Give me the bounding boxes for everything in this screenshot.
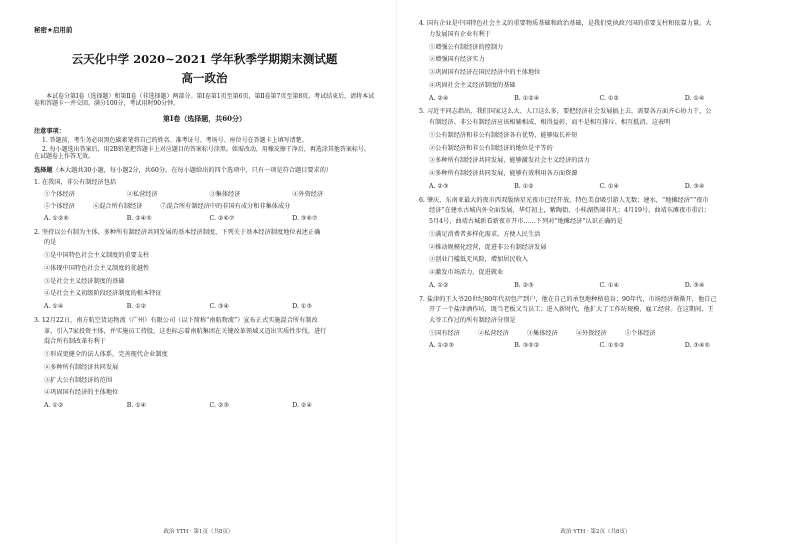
question-stem: 5. 习近平同志指出，我们国家这么大、人口这么多，要把经济社会发展搞上去，需要各方面齐心协力干，公 <box>419 108 712 116</box>
choice-a[interactable]: A. ①②⑥ <box>44 214 70 222</box>
question-4 <box>419 20 770 102</box>
option: ③巩固国有经济在国民经济中的主体地位 <box>429 69 541 76</box>
note-item: 2. 每小题选出答案后，用2B铅笔把答题卡上对应题目的答案标号涂黑。如需改动，用橡皮擦干净后，再选涂其他答案标号。在试题卷上作答无效。 <box>34 145 370 161</box>
option: ②多种所有制经济共同发展 <box>44 363 119 371</box>
question-stem-cont: 5月4号，曲靖古城新看新夜市开市……下列对“地摊经济”认识正确的是 <box>429 218 623 225</box>
option: ④巩固国有经济的主体地位 <box>44 389 119 397</box>
option-row <box>429 330 770 338</box>
choice-a[interactable]: A. ②③ <box>429 182 449 190</box>
question-stem-cont: 革，引入7家投资主体，并实施员工持股，这也标志着南航集团在关键改革领域又迈出实质性步伐。进行 <box>44 327 327 335</box>
answer-choices <box>44 303 375 311</box>
option-row <box>44 191 375 199</box>
question-2 <box>34 229 375 311</box>
option: ②私营经济 <box>477 329 509 337</box>
choice-b[interactable]: B. ①② <box>126 303 147 311</box>
option: ③是社会主义经济制度的基础 <box>44 277 125 285</box>
section-heading-rest: （本大题共30小题，每小题2分，共60分。在每小题给出的四个选项中，只有一项是符合题目要求的） <box>52 166 333 174</box>
part-one-title: 第Ⅰ卷（选择题，共60分） <box>162 113 246 123</box>
option: ③扩大公有制经济的范围 <box>44 376 113 384</box>
question-stem-cont: 力发展国有企业有利于 <box>429 30 491 38</box>
choice-a[interactable]: A. ①④ <box>44 303 64 311</box>
option-row <box>44 203 375 211</box>
question-stem-cont: 的是 <box>44 239 57 247</box>
option: ①满足消费者多样化需求，方便人民生活 <box>429 230 541 238</box>
answer-choices <box>429 282 770 290</box>
choice-d[interactable]: D. ②④ <box>292 402 313 410</box>
secret-label: 秘密★启用前 <box>34 26 73 34</box>
choice-a[interactable]: A. ①② <box>429 281 449 289</box>
question-stem-cont: 开了一个盐津酒作坊，既当老板又当员工；进入新时代，他扩大了工作坊规模，雇工经营。在这期间，王 <box>429 306 714 314</box>
answer-choices <box>44 215 375 223</box>
choice-d[interactable]: D. ③④ <box>684 182 705 190</box>
option: ⑤个体经济 <box>44 203 75 211</box>
section-heading-bold: 选择题 <box>34 166 53 174</box>
option: ③多种所有制经济共同发展，能够激发社会主义经济的活力 <box>429 157 590 165</box>
option: ①增强公有制经济的控制力 <box>429 43 504 51</box>
question-stem-cont: 经济”在建水古城内外全面发展，华灯初上，紫陶街、小桂湖热闹非凡；4月19号，曲靖东滩夜市重启； <box>429 207 711 215</box>
option: ③集体经济 <box>526 329 558 337</box>
option: ②体现中国特色社会主义制度的优越性 <box>44 264 150 272</box>
option: ①是中国特色社会主义制度的重要支柱 <box>44 252 150 260</box>
page-footer: 政治 YTH · 第2页（共8页） <box>560 529 631 536</box>
question-stem: 4. 国有企业是中国特色社会主义的重要物质基础和政治基础，是我们党执政兴国的重要支柱和依靠力量。大 <box>419 20 712 27</box>
question-stem: 6. 肇庆、东南亚最大的夜市西双版纳星光夜市已经开放，特色美食吸引游人无数；建水，“地摊经济”“夜市 <box>419 196 709 204</box>
answer-choices <box>44 402 375 410</box>
choice-d[interactable]: D. ①③ <box>292 303 313 311</box>
choice-a[interactable]: A. ①② <box>44 402 64 410</box>
answer-choices <box>429 95 770 103</box>
choice-c[interactable]: C. ①④ <box>599 281 620 289</box>
option: ⑦混合所有制经济中的非国有成分和非集体成分 <box>160 203 291 211</box>
exam-title: 云天化中学 2020~2021 学年秋季学期期末测试题 <box>71 52 338 67</box>
option: ①国有经济 <box>429 329 460 337</box>
choice-c[interactable]: C. ③④ <box>209 303 230 311</box>
question-stem: 2. 坚持以公有制为主体、多种所有制经济共同发展的基本经济制度，下列关于基本经济制度地位表述正确 <box>34 228 321 236</box>
choice-b[interactable]: B. ①② <box>514 182 534 190</box>
section-heading <box>34 167 375 175</box>
option: ④外资经济 <box>292 191 324 199</box>
option: ①形成更健全的法人体系，完善现代企业制度 <box>44 351 168 359</box>
option: ②推动规模化经营，促进非公有制经济发展 <box>429 243 547 251</box>
question-stem: 3. 12月22日，南方航空货运物流（广州）有限公司（以下简称“南航物流”）宣布正式实施混合所有制改 <box>34 316 318 324</box>
option: ④外资经济 <box>575 329 607 337</box>
answer-choices <box>429 183 770 191</box>
option: ⑤个体经济 <box>624 329 656 337</box>
question-1 <box>34 179 375 223</box>
choice-c[interactable]: C. ②⑥⑦ <box>209 214 235 222</box>
page-2 <box>397 0 794 544</box>
option: ②增强国有经济实力 <box>429 56 485 64</box>
question-5 <box>419 108 770 190</box>
option: ③集体经济 <box>209 191 241 199</box>
question-6 <box>419 197 770 290</box>
choice-b[interactable]: B. ③⑤② <box>514 341 540 349</box>
choice-c[interactable]: C. ②③ <box>209 402 230 410</box>
choice-b[interactable]: B. ②③ <box>514 281 534 289</box>
option: ①个体经济 <box>44 191 75 199</box>
question-stem-cont: 混合所有制改革有利于 <box>44 338 106 346</box>
choice-b[interactable]: B. ①④ <box>126 402 147 410</box>
choice-d[interactable]: D. ③④⑤ <box>684 341 711 349</box>
option: ②公有制经济和非公有制经济的地位是平等的 <box>429 144 553 152</box>
option: ①公有制经济和非公有制经济各有优势，能够取长补短 <box>429 131 578 139</box>
choice-d[interactable]: D. ③⑥⑦ <box>292 214 318 222</box>
question-3 <box>34 317 375 410</box>
choice-b[interactable]: B. ①②④ <box>514 94 540 102</box>
option: ④多种所有制经济共同发展，能够有效利用各方面资源 <box>429 170 578 177</box>
choice-c[interactable]: C. ①⑤② <box>599 341 625 349</box>
option: ④是社会主义初级阶段经济制度的根本特征 <box>44 290 162 298</box>
answer-choices <box>429 342 770 350</box>
note-item: 1. 答题前，考生务必用黑色碳素笔将自己的姓名、准考证号、考场号、座位号在答题卡上填写清楚。 <box>42 137 308 145</box>
option: ③创业门槛低无风险，增加居民收入 <box>429 256 528 264</box>
choice-a[interactable]: A. ②④ <box>429 94 449 102</box>
exam-subject: 高一政治 <box>181 70 228 85</box>
question-stem: 1. 在我国，非公有制经济包括 <box>34 178 117 186</box>
option: ④巩固社会主义经济制度的基础 <box>429 81 516 89</box>
option: ②私营经济 <box>126 191 158 199</box>
question-stem: 7. 盐津的王大爷20世纪80年代初包产到户，他在自己的承包地种植苞谷；90年代，市场经济渐渐开，他自己 <box>419 295 717 303</box>
choice-d[interactable]: D. ①④ <box>684 94 705 102</box>
question-stem-cont: 有制经济、非公有制经济应该相辅相成、相得益彰，而不是相互排斥、相互抵消。这表明 <box>429 119 671 126</box>
choice-c[interactable]: C. ①④ <box>599 182 620 190</box>
page-footer: 政治 YTH · 第1页（共8页） <box>163 529 234 536</box>
choice-d[interactable]: D. ③④ <box>684 281 705 289</box>
option: ④激发市场活力，促进就业 <box>429 269 504 276</box>
exam-intro: 本试卷分第Ⅰ卷（选择题）和第Ⅱ卷（非选择题）两部分。第Ⅰ卷第1页至第6页，第Ⅱ卷第7页至第8页。考试结束后，请将本试卷和答题卡一并交回。满分100分，考试用时90分钟。 <box>34 92 375 108</box>
choice-a[interactable]: A. ①②③ <box>429 341 455 349</box>
notes-heading: 注意事项： <box>34 127 65 135</box>
choice-b[interactable]: B. ②④⑤ <box>126 214 152 222</box>
choice-c[interactable]: C. ①② <box>599 94 620 102</box>
question-7 <box>419 296 770 350</box>
option: ⑥混合所有制经济 <box>92 203 143 211</box>
question-stem-cont: 大爷工作过的所有制经济分别是 <box>429 317 516 324</box>
